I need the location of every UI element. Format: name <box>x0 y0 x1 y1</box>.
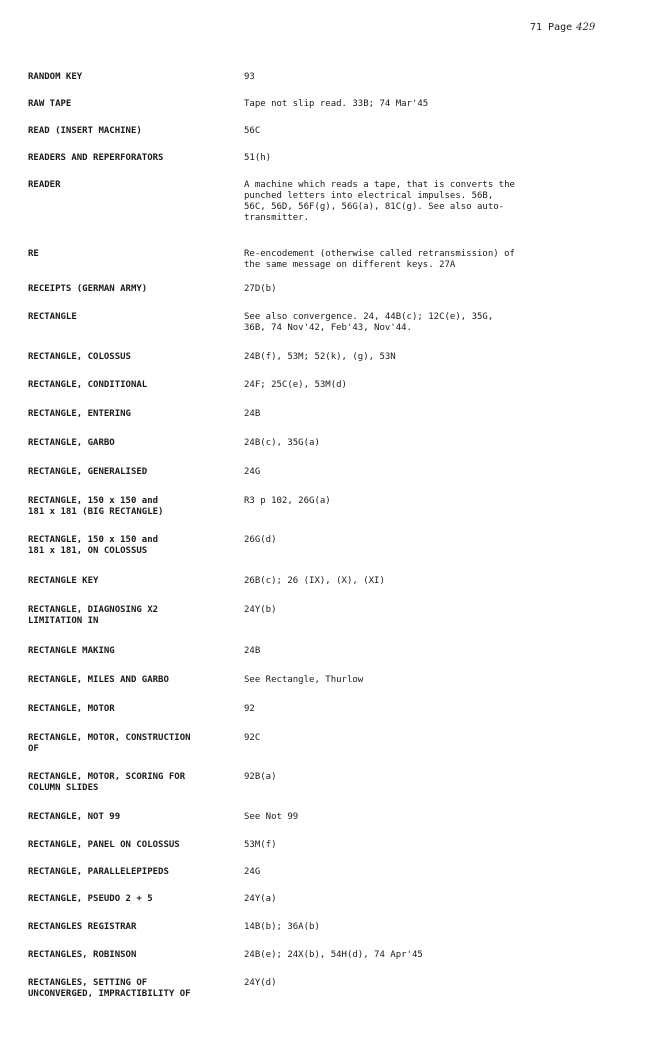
entry-term: RE <box>28 249 39 259</box>
entry-term: RECTANGLE MAKING <box>28 646 115 656</box>
entry-reference: 24B(f), 53M; 52(k), (g), 53N <box>244 352 396 362</box>
entry-reference: 92B(a) <box>244 772 277 782</box>
entry-term: RECTANGLES, ROBINSON <box>28 950 137 960</box>
entry-term: RECTANGLE, PARALLELEPIPEDS <box>28 867 169 877</box>
entry-term: RECEIPTS (GERMAN ARMY) <box>28 284 148 294</box>
handwritten-page-number: 429 <box>576 22 596 33</box>
entry-term: RECTANGLE, 150 x 150 and 181 x 181 (BIG RECTANGLE) <box>28 496 164 517</box>
entry-reference: 24Y(a) <box>244 894 277 904</box>
entry-reference: See also convergence. 24, 44B(c); 12C(e), 35G, 36B, 74 Nov'42, Feb'43, Nov'44. <box>244 312 494 333</box>
entry-term: RAW TAPE <box>28 99 72 109</box>
entry-reference: 93 <box>244 72 255 82</box>
entry-reference: 56C <box>244 126 261 136</box>
entry-term: RECTANGLE, CONDITIONAL <box>28 380 148 390</box>
entry-term: RECTANGLE, MOTOR, CONSTRUCTION OF <box>28 733 191 754</box>
entry-term: RECTANGLE, DIAGNOSING X2 LIMITATION IN <box>28 605 159 626</box>
entry-term: RECTANGLE KEY <box>28 576 99 586</box>
entry-term: RANDOM KEY <box>28 72 83 82</box>
entry-reference: 53M(f) <box>244 840 277 850</box>
entry-reference: Tape not slip read. 33B; 74 Mar'45 <box>244 99 429 109</box>
entry-term: READ (INSERT MACHINE) <box>28 126 142 136</box>
entry-reference: 92C <box>244 733 261 743</box>
entry-reference: 14B(b); 36A(b) <box>244 922 320 932</box>
entry-term: RECTANGLE, ENTERING <box>28 409 131 419</box>
entry-reference: 24B <box>244 409 261 419</box>
entry-reference: A machine which reads a tape, that is converts the punched letters into electrical impulses. 56B, 56C, 56D, 56F(g), 56G(a), 81C(g). See also auto- transmitter. <box>244 180 515 223</box>
entry-reference: See Rectangle, Thurlow <box>244 675 364 685</box>
entry-reference: 24B(e); 24X(b), 54H(d), 74 Apr'45 <box>244 950 423 960</box>
entry-term: RECTANGLE <box>28 312 77 322</box>
entry-term: READERS AND REPERFORATORS <box>28 153 164 163</box>
entry-reference: Re-encodement (otherwise called retransmission) of the same message on different keys. 27A <box>244 249 515 270</box>
entry-reference: 92 <box>244 704 255 714</box>
page-prefix: 71 Page <box>530 22 573 33</box>
entry-reference: 24G <box>244 467 261 477</box>
entry-term: RECTANGLE, GARBO <box>28 438 115 448</box>
entry-term: RECTANGLE, PSEUDO 2 + 5 <box>28 894 153 904</box>
entry-term: RECTANGLE, 150 x 150 and 181 x 181, ON COLOSSUS <box>28 535 159 556</box>
entry-reference: 24G <box>244 867 261 877</box>
entry-reference: 24F; 25C(e), 53M(d) <box>244 380 347 390</box>
entry-term: RECTANGLE, PANEL ON COLOSSUS <box>28 840 180 850</box>
entry-reference: 26B(c); 26 (IX), (X), (XI) <box>244 576 385 586</box>
entry-reference: 27D(b) <box>244 284 277 294</box>
entry-term: RECTANGLE, MOTOR, SCORING FOR COLUMN SLIDES <box>28 772 186 793</box>
entry-term: RECTANGLE, MILES AND GARBO <box>28 675 169 685</box>
entry-term: RECTANGLES REGISTRAR <box>28 922 137 932</box>
entry-reference: 24B <box>244 646 261 656</box>
entry-term: RECTANGLE, GENERALISED <box>28 467 148 477</box>
entry-reference: 51(h) <box>244 153 272 163</box>
entry-term: RECTANGLE, COLOSSUS <box>28 352 131 362</box>
entry-reference: 26G(d) <box>244 535 277 545</box>
entry-reference: 24Y(b) <box>244 605 277 615</box>
entry-reference: R3 p 102, 26G(a) <box>244 496 331 506</box>
page-number <box>530 22 595 33</box>
entry-reference: See Not 99 <box>244 812 299 822</box>
entry-term: READER <box>28 180 61 190</box>
entry-term: RECTANGLES, SETTING OF UNCONVERGED, IMPRACTIBILITY OF <box>28 978 191 999</box>
entry-term: RECTANGLE, MOTOR <box>28 704 115 714</box>
entry-term: RECTANGLE, NOT 99 <box>28 812 121 822</box>
entry-reference: 24Y(d) <box>244 978 277 988</box>
entry-reference: 24B(c), 35G(a) <box>244 438 320 448</box>
